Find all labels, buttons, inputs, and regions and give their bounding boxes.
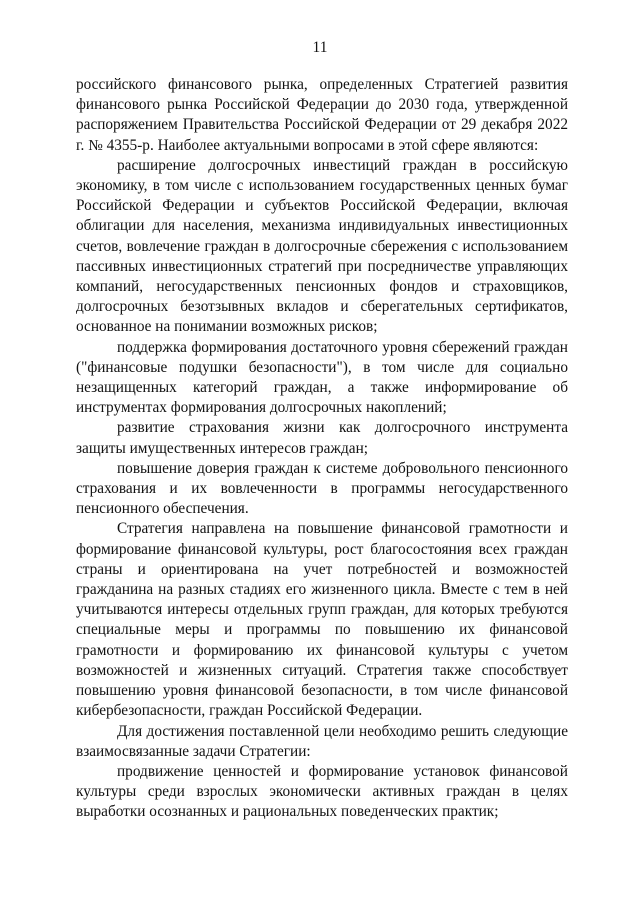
paragraph-list-item: повышение доверия граждан к системе добровольного пенсионного страхования и их вовлеченности в программы негосударственного пенсионного обеспечения. (76, 459, 568, 518)
document-body (76, 75, 568, 823)
paragraph: Для достижения поставленной цели необходимо решить следующие взаимосвязанные задачи Стратегии: (76, 722, 568, 760)
paragraph-list-item: расширение долгосрочных инвестиций граждан в российскую экономику, в том числе с использованием государственных ценных бумаг Российской Федерации и субъектов Российской Федерации, включая облигации для населения, механизма индивидуальных инвестиционных счетов, вовлечение граждан в долгосрочные сбережения с использованием пассивных инвестиционных стратегий при посредничестве управляющих компаний, негосударственных пенсионных фондов и страховщиков, долгосрочных безотзывных вкладов и сберегательных сертификатов, основанное на понимании возможных рисков; (76, 156, 568, 336)
paragraph-list-item: развитие страхования жизни как долгосрочного инструмента защиты имущественных интересов граждан; (76, 419, 568, 457)
paragraph-list-item: поддержка формирования достаточного уровня сбережений граждан ("финансовые подушки безопасности"), в том числе для социально незащищенных категорий граждан, а также информирование об инструментах формирования долгосрочных накоплений; (76, 338, 568, 417)
paragraph: Стратегия направлена на повышение финансовой грамотности и формирование финансовой культуры, рост благосостояния всех граждан страны и ориентирована на учет потребностей и возможностей гражданина на разных стадиях его жизненного цикла. Вместе с тем в ней учитываются интересы отдельных групп граждан, для которых требуются специальные меры и программы по повышению их финансовой грамотности и формированию их финансовой культуры с учетом возможностей и жизненных ситуаций. Стратегия также способствует повышению уровня финансовой безопасности, в том числе финансовой кибербезопасности, граждан Российской Федерации. (76, 520, 568, 720)
paragraph-list-item: продвижение ценностей и формирование установок финансовой культуры среди взрослых экономически активных граждан в целях выработки осознанных и рациональных поведенческих практик; (76, 762, 568, 821)
page-number: 11 (312, 39, 328, 56)
paragraph-continuation: российского финансового рынка, определенных Стратегией развития финансового рынка Российской Федерации до 2030 года, утвержденной распоряжением Правительства Российской Федерации от 29 декабря 2022 г. № 4355-р. Наиболее актуальными вопросами в этой сфере являются: (76, 76, 568, 154)
